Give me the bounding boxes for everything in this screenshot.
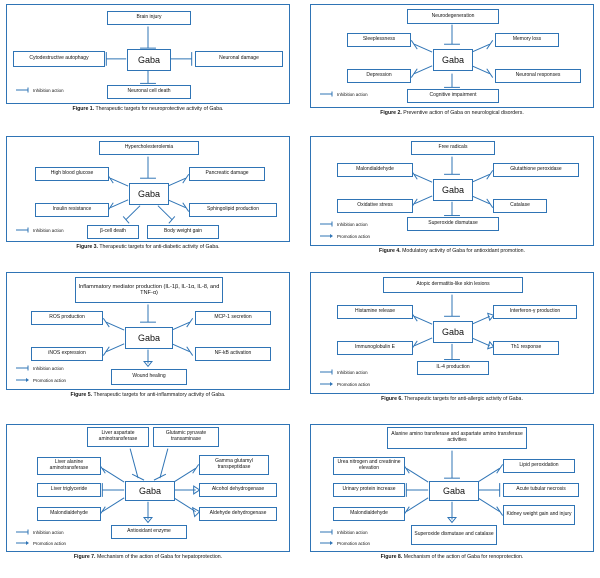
fig8-legend-label-1: Inhibition action	[337, 529, 368, 535]
fig1-center-node: Gaba	[127, 49, 171, 71]
figure-6-caption	[310, 396, 594, 403]
fig8-bottom-node: Superoxide dismutase and catalase	[411, 525, 497, 545]
fig6-right-bottom-node: Th1 response	[493, 341, 559, 355]
fig4-legend-label-2: Promotion action	[337, 233, 370, 239]
fig7-right-2-node: Alcohol dehydrogenase	[199, 483, 277, 497]
fig8-legend-promotion	[319, 540, 370, 546]
figure-8-panel	[310, 424, 594, 552]
fig4-left-top-node: Malondialdehyde	[337, 163, 413, 177]
fig2-right-bottom-node: Neuronal responses	[495, 69, 581, 83]
figure-1-caption-text: Therapeutic targets for neuroprotective activity of Gaba.	[95, 106, 224, 112]
figure-8-caption-label: Figure 8.	[380, 554, 403, 560]
fig8-top-node: Alanine amino transferase and aspartate amino transferase activities	[387, 427, 527, 449]
figure-6-caption-text: Therapeutic targets for anti-allergic activity of Gaba.	[404, 396, 523, 402]
figure-1-caption	[6, 106, 290, 113]
fig3-top-node: Hypercholesterolemia	[99, 141, 199, 155]
fig8-right-1-node: Lipid peroxidation	[503, 459, 575, 473]
figure-3	[6, 136, 290, 254]
fig5-right-bottom-node: NF-kB activation	[195, 347, 271, 361]
fig2-left-top-node: Sleeplessness	[347, 33, 411, 47]
fig4-legend-label-1: Inhibition action	[337, 221, 368, 227]
fig8-center-node: Gaba	[429, 481, 479, 501]
figure-4	[310, 136, 594, 258]
figure-4-panel	[310, 136, 594, 246]
figure-2	[310, 4, 594, 116]
fig8-right-3-node: Kidney weight gain and injury	[503, 505, 575, 525]
fig6-bottom-node: IL-4 production	[417, 361, 489, 375]
fig8-left-2-node: Urinary protein increase	[333, 483, 405, 497]
fig3-right-bottom-node: Sphingolipid production	[189, 203, 277, 217]
fig3-left-bottom-node: Insulin resistance	[35, 203, 109, 217]
fig4-right-top-node: Glutathione peroxidase	[493, 163, 579, 177]
figure-7-caption	[6, 554, 290, 561]
figure-1-caption-label: Figure 1.	[72, 106, 95, 112]
fig7-top-left-node: Liver aspartate aminotransferase	[87, 427, 149, 447]
figure-2-caption-label: Figure 2.	[380, 110, 402, 116]
figure-3-caption-label: Figure 3.	[76, 244, 98, 250]
figure-7	[6, 424, 290, 574]
fig2-top-node: Neurodegeneration	[407, 9, 499, 24]
fig7-bottom-node: Antioxidant enzyme	[111, 525, 187, 539]
figure-2-caption-text: Preventive action of Gaba on neurological disorders.	[403, 110, 524, 116]
figure-5-caption	[6, 392, 290, 399]
fig6-legend-label-1: Inhibition action	[337, 369, 368, 375]
figure-7-panel	[6, 424, 290, 552]
fig1-right-node: Neuronal damage	[195, 51, 283, 67]
figure-4-caption-text: Modulatory activity of Gaba for antioxidant promotion.	[402, 248, 525, 254]
fig4-legend-promotion	[319, 233, 370, 239]
fig5-legend-inhibition	[15, 365, 64, 371]
fig3-right-top-node: Pancreatic damage	[189, 167, 265, 181]
figure-8-caption	[310, 554, 594, 561]
fig7-legend-label-1: Inhibition action	[33, 529, 64, 535]
fig4-bottom-node: Superoxide dismutase	[407, 217, 499, 231]
fig3-bottom-left-node: β-cell death	[87, 225, 139, 239]
figure-7-caption-label: Figure 7.	[73, 554, 96, 560]
fig7-top-right-node: Glutamic pyruvate transaminase	[153, 427, 219, 447]
fig2-legend-label: Inhibition action	[337, 91, 368, 97]
fig7-legend-promotion	[15, 540, 66, 546]
fig6-legend-label-2: Promotion action	[337, 381, 370, 387]
figure-5-caption-text: Therapeutic targets for anti-inflammatory activity of Gaba.	[93, 392, 226, 398]
fig7-left-2-node: Liver triglyceride	[37, 483, 101, 497]
figure-8	[310, 424, 594, 574]
fig5-left-top-node: ROS production	[31, 311, 103, 325]
fig6-left-top-node: Histamine release	[337, 305, 413, 319]
figure-4-caption	[310, 248, 594, 255]
fig3-left-top-node: High blood glucose	[35, 167, 109, 181]
fig4-center-node: Gaba	[433, 179, 473, 201]
fig6-legend-promotion	[319, 381, 370, 387]
fig8-legend-label-2: Promotion action	[337, 540, 370, 546]
fig4-right-bottom-node: Catalase	[493, 199, 547, 213]
fig2-legend-inhibition	[319, 91, 368, 97]
fig5-center-node: Gaba	[125, 327, 173, 349]
fig3-bottom-right-node: Body weight gain	[147, 225, 219, 239]
fig3-center-node: Gaba	[129, 183, 169, 205]
figure-5-caption-label: Figure 5.	[70, 392, 93, 398]
fig2-center-node: Gaba	[433, 49, 473, 71]
figure-6-panel	[310, 272, 594, 394]
fig7-left-3-node: Malondialdehyde	[37, 507, 101, 521]
figure-1-panel	[6, 4, 290, 104]
fig8-left-1-node: Urea nitrogen and creatinine elevation	[333, 457, 405, 475]
figure-5	[6, 272, 290, 406]
fig8-legend-inhibition	[319, 529, 368, 535]
fig3-legend-inhibition	[15, 227, 64, 233]
fig7-right-1-node: Gamma glutamyl transpeptidase	[199, 455, 269, 475]
fig5-legend-label-2: Promotion action	[33, 377, 66, 383]
fig7-legend-inhibition	[15, 529, 64, 535]
figure-8-caption-text: Mechanism of the action of Gaba for renoprotection.	[403, 554, 524, 560]
fig4-top-node: Free radicals	[411, 141, 495, 155]
fig2-left-bottom-node: Depression	[347, 69, 411, 83]
fig1-legend-label: Inhibition action	[33, 87, 64, 93]
fig5-left-bottom-node: iNOS expression	[31, 347, 103, 361]
fig5-right-top-node: MCP-1 secretion	[195, 311, 271, 325]
fig6-legend-inhibition	[319, 369, 368, 375]
fig5-legend-label-1: Inhibition action	[33, 365, 64, 371]
figure-2-panel	[310, 4, 594, 108]
figure-2-caption	[310, 110, 594, 117]
figure-3-caption-text: Therapeutic targets for anti-diabetic activity of Gaba.	[99, 244, 220, 250]
fig2-right-top-node: Memory loss	[495, 33, 559, 47]
fig3-legend-label: Inhibition action	[33, 227, 64, 233]
fig8-right-2-node: Acute tubular necrosis	[503, 483, 579, 497]
fig1-legend-inhibition	[15, 87, 64, 93]
fig1-top-node: Brain injury	[107, 11, 191, 25]
figure-6-caption-label: Figure 6.	[381, 396, 403, 402]
fig6-top-node: Atopic dermatitis-like skin lesions	[383, 277, 523, 293]
figure-7-caption-text: Mechanism of the action of Gaba for hepatoprotection.	[96, 554, 223, 560]
fig7-center-node: Gaba	[125, 481, 175, 501]
fig7-right-3-node: Aldehyde dehydrogenase	[199, 507, 277, 521]
figure-5-panel	[6, 272, 290, 390]
fig2-bottom-node: Cognitive impairment	[407, 89, 499, 103]
fig4-legend-inhibition	[319, 221, 368, 227]
fig7-left-1-node: Liver alanine aminotransferase	[37, 457, 101, 475]
figure-1	[6, 4, 290, 116]
figure-3-panel	[6, 136, 290, 242]
fig8-left-3-node: Malondialdehyde	[333, 507, 405, 521]
fig5-bottom-node: Wound healing	[111, 369, 187, 385]
fig7-legend-label-2: Promotion action	[33, 540, 66, 546]
figure-4-caption-label: Figure 4.	[379, 248, 401, 254]
figure-6	[310, 272, 594, 406]
fig6-left-bottom-node: Immunoglobulin E	[337, 341, 413, 355]
fig5-legend-promotion	[15, 377, 66, 383]
fig6-center-node: Gaba	[433, 321, 473, 343]
fig4-left-bottom-node: Oxidative stress	[337, 199, 413, 213]
fig1-bottom-node: Neuronal cell death	[107, 85, 191, 99]
fig5-top-node: Inflammatory mediator production (IL-1β, IL-1α, IL-8, and TNF-α)	[75, 277, 223, 303]
figure-3-caption	[6, 244, 290, 251]
fig1-left-node: Cytodestructive autophagy	[13, 51, 105, 67]
fig6-right-top-node: Interferon-γ production	[493, 305, 577, 319]
